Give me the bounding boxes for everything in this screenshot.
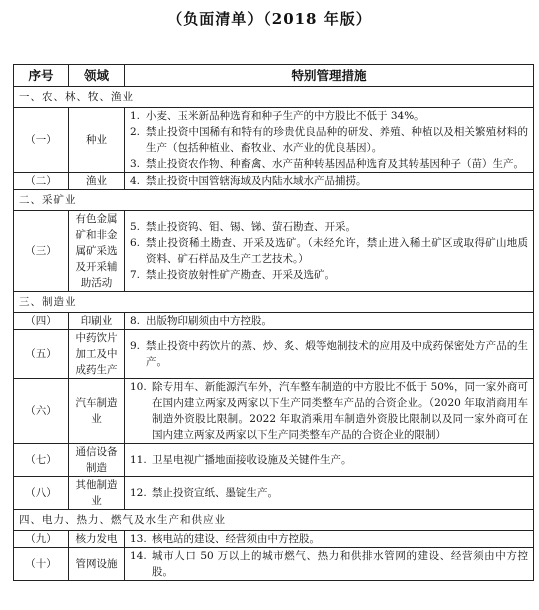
- header-no: 序号: [14, 65, 69, 87]
- document-title: （负面清单）（2018 年版）: [167, 10, 372, 28]
- row-number: （五）: [14, 330, 69, 379]
- row-number: （二）: [14, 173, 69, 190]
- row-number: （七）: [14, 444, 69, 477]
- measure-item: [130, 108, 528, 124]
- measure-item: [130, 124, 528, 156]
- row-number: （十）: [14, 548, 69, 581]
- row-measures: [125, 379, 534, 444]
- measure-text: 禁止投资农作物、种畜禽、水产苗种转基因品种选育及其转基因种子（苗）生产。: [146, 158, 524, 170]
- measure-number: 12.: [130, 487, 147, 499]
- measure-text: 出版物印刷须由中方控股。: [146, 315, 272, 327]
- row-measures: [125, 477, 534, 510]
- row-field: 渔业: [69, 173, 125, 190]
- measure-item: [130, 156, 528, 172]
- measure-item: [130, 313, 528, 329]
- measure-item: [130, 219, 528, 235]
- measure-text: 禁止投资稀土勘查、开采及选矿。（未经允许，禁止进入稀土矿区或取得矿山地质资料、矿石样品及生产工艺技术。）: [146, 237, 528, 265]
- section-row: [14, 292, 534, 313]
- section-title: 一、农、林、牧、渔业: [14, 87, 534, 108]
- measure-text: 禁止投资中国管辖海域及内陆水域水产品捕捞。: [146, 175, 367, 187]
- table-row: [14, 531, 534, 548]
- table-row: [14, 477, 534, 510]
- table-row: [14, 108, 534, 173]
- row-number: （一）: [14, 108, 69, 173]
- section-title: 四、电力、热力、燃气及水生产和供应业: [14, 510, 534, 531]
- table-row: [14, 330, 534, 379]
- measure-item: [130, 338, 528, 370]
- row-measures: [125, 531, 534, 548]
- row-measures: [125, 173, 534, 190]
- measure-text: 禁止投资放射性矿产勘查、开采及选矿。: [146, 269, 335, 281]
- row-field: 其他制造业: [69, 477, 125, 510]
- measure-item: [130, 485, 528, 501]
- section-row: [14, 87, 534, 108]
- table-row: [14, 173, 534, 190]
- measure-number: 11.: [130, 454, 147, 466]
- measure-item: [130, 235, 528, 267]
- table-row: [14, 444, 534, 477]
- negative-list-table: [13, 64, 534, 581]
- measure-number: 6.: [130, 237, 141, 249]
- measure-item: [130, 452, 528, 468]
- section-row: [14, 190, 534, 211]
- row-field: 中药饮片加工及中成药生产: [69, 330, 125, 379]
- table-row: [14, 379, 534, 444]
- measure-number: 3.: [130, 158, 141, 170]
- measure-text: 小麦、玉米新品种选育和种子生产的中方股比不低于 34%。: [146, 110, 425, 122]
- measure-number: 13.: [130, 533, 147, 545]
- measure-item: [130, 267, 528, 283]
- row-field: 有色金属矿和非金属矿采选及开采辅助活动: [69, 211, 125, 292]
- header-field: 领域: [69, 65, 125, 87]
- measure-text: 禁止投资宣纸、墨锭生产。: [152, 487, 278, 499]
- header-measures: 特别管理措施: [125, 65, 534, 87]
- measure-number: 5.: [130, 221, 141, 233]
- measure-number: 9.: [130, 340, 141, 352]
- section-row: [14, 510, 534, 531]
- measure-text: 禁止投资中药饮片的蒸、炒、炙、煅等炮制技术的应用及中成药保密处方产品的生产。: [146, 340, 528, 368]
- table-row: [14, 313, 534, 330]
- row-field: 汽车制造业: [69, 379, 125, 444]
- measure-number: 4.: [130, 175, 141, 187]
- row-field: 核力发电: [69, 531, 125, 548]
- section-title: 三、制造业: [14, 292, 534, 313]
- row-field: 管网设施: [69, 548, 125, 581]
- measure-item: [130, 379, 528, 443]
- measure-number: 7.: [130, 269, 141, 281]
- row-measures: [125, 548, 534, 581]
- measure-text: 禁止投资钨、钼、锡、锑、萤石勘查、开采。: [146, 221, 356, 233]
- table-row: [14, 211, 534, 292]
- row-measures: [125, 330, 534, 379]
- measure-number: 14.: [130, 550, 147, 562]
- table-header-row: [14, 65, 534, 87]
- row-number: （四）: [14, 313, 69, 330]
- measure-number: 2.: [130, 126, 141, 138]
- section-title: 二、采矿业: [14, 190, 534, 211]
- row-measures: [125, 313, 534, 330]
- row-field: 通信设备制造: [69, 444, 125, 477]
- measure-text: 卫星电视广播地面接收设施及关键件生产。: [152, 454, 352, 466]
- measure-text: 除专用车、新能源汽车外，汽车整车制造的中方股比不低于 50%，同一家外商可在国内建立两家及两家以下生产同类整车产品的合资企业。（2020 年取消商用车制造外资股比限制。2022 年取消乘用车制造外资股比限制以及同一家外商可在国内建立两家及两家以下生产同类整车产品的合资企业的限制）: [152, 381, 528, 441]
- measure-text: 禁止投资中国稀有和特有的珍贵优良品种的研发、养殖、种植以及相关繁殖材料的生产（包括种植业、畜牧业、水产业的优良基因）。: [146, 126, 528, 154]
- row-measures: [125, 108, 534, 173]
- measure-text: 城市人口 50 万以上的城市燃气、热力和供排水管网的建设、经营须由中方控股。: [152, 550, 528, 578]
- measure-number: 1.: [130, 110, 141, 122]
- row-number: （八）: [14, 477, 69, 510]
- measure-item: [130, 531, 528, 547]
- row-number: （六）: [14, 379, 69, 444]
- measure-text: 核电站的建设、经营须由中方控股。: [152, 533, 320, 545]
- table-row: [14, 548, 534, 581]
- row-field: 印刷业: [69, 313, 125, 330]
- row-measures: [125, 211, 534, 292]
- measure-item: [130, 173, 528, 189]
- row-number: （九）: [14, 531, 69, 548]
- row-field: 种业: [69, 108, 125, 173]
- row-number: （三）: [14, 211, 69, 292]
- row-measures: [125, 444, 534, 477]
- measure-number: 8.: [130, 315, 141, 327]
- measure-number: 10.: [130, 381, 147, 393]
- measure-item: [130, 548, 528, 580]
